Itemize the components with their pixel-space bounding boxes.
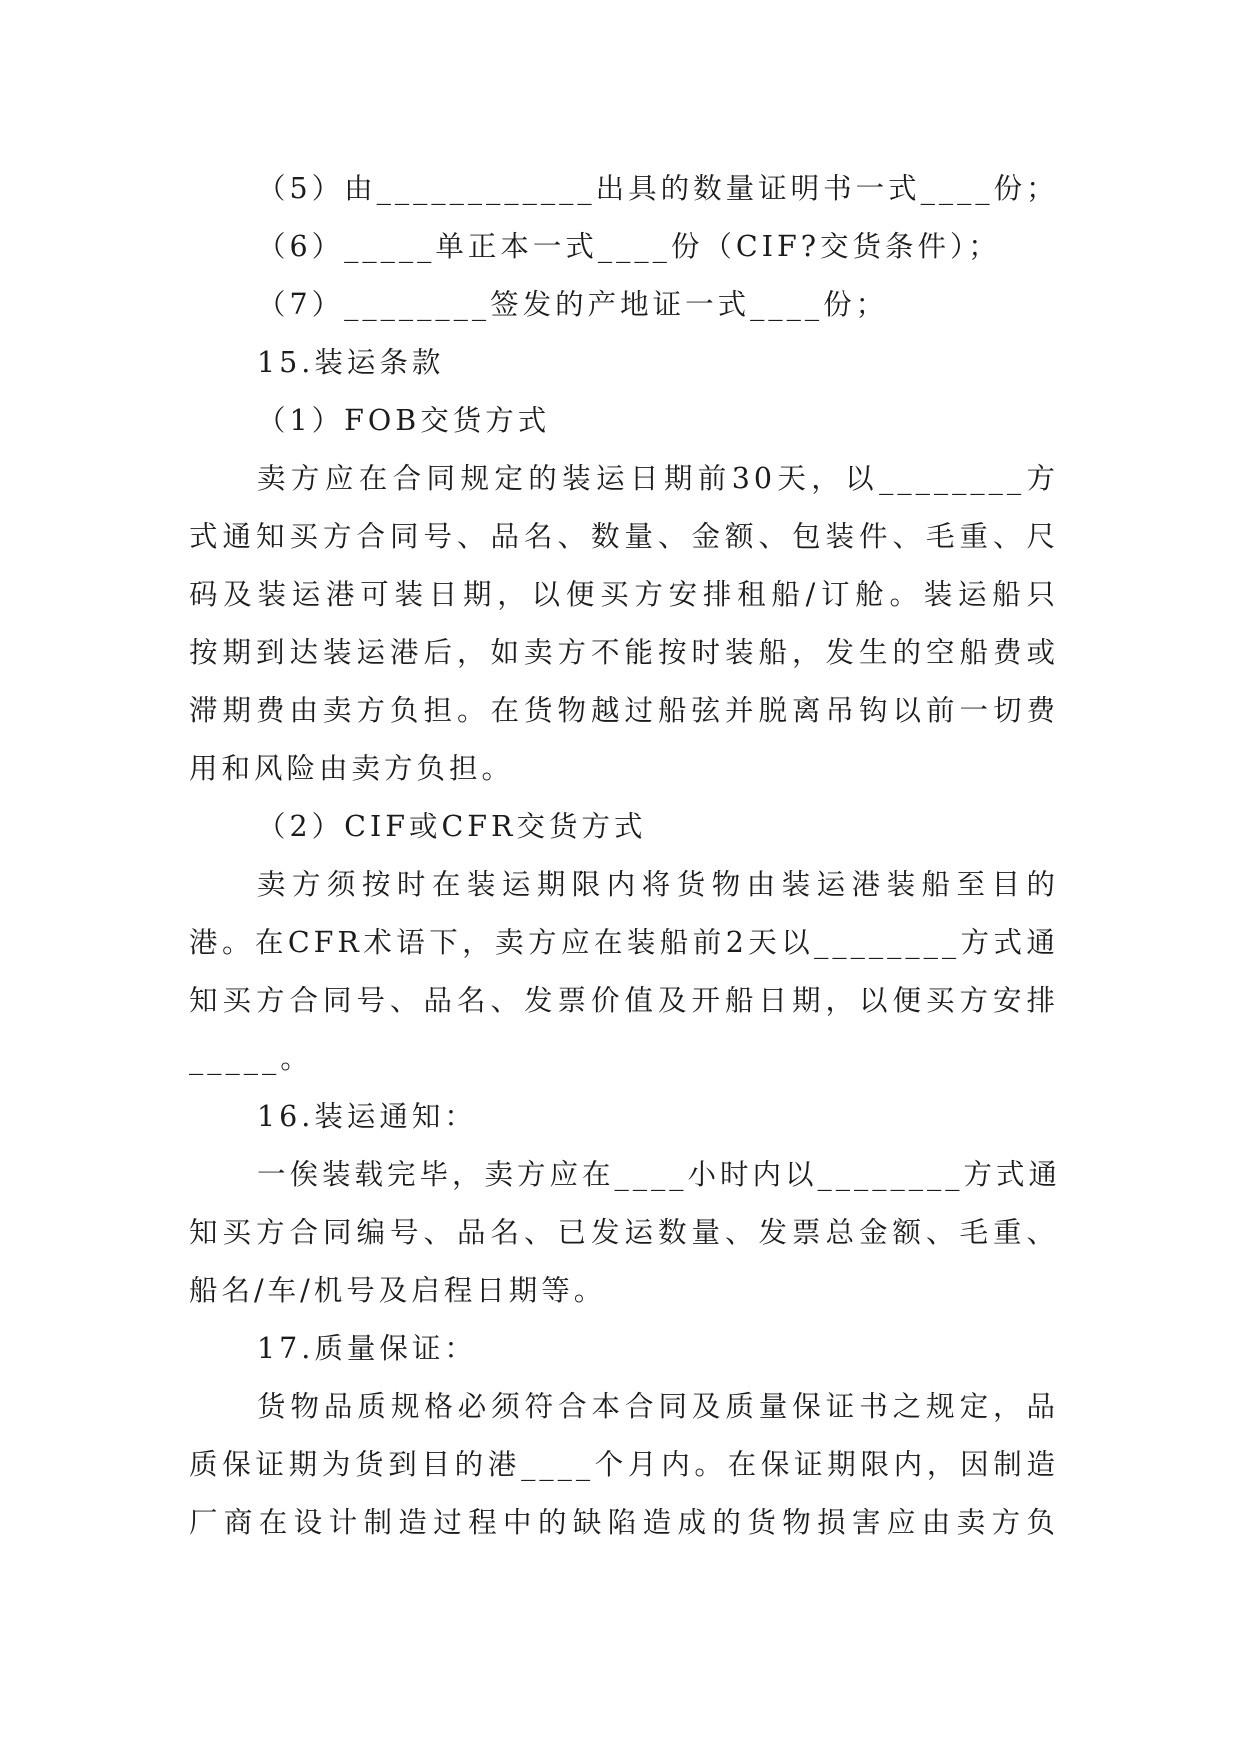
section-heading: 16.装运通知：: [257, 1100, 477, 1133]
subsection-heading: （2）CIF或CFR交货方式: [257, 810, 647, 843]
section-heading: 15.装运条款: [257, 346, 445, 379]
text-line: （7）________签发的产地证一式____份；: [257, 288, 889, 321]
document-body: [189, 160, 1062, 1552]
text-line: （5）由____________出具的数量证明书一式____份；: [257, 172, 1059, 205]
text-line: 码及装运港可装日期，以便买方安排租船/订舱。装运船只: [189, 578, 1059, 611]
subsection-heading: （1）FOB交货方式: [257, 404, 551, 437]
text-line: 一俟装载完毕，卖方应在____小时内以________方式通: [257, 1158, 1062, 1191]
text-line: 货物品质规格必须符合本合同及质量保证书之规定，品: [257, 1390, 1059, 1423]
text-line: 用和风险由卖方负担。: [189, 752, 515, 785]
text-line: （6）_____单正本一式____份（CIF?交货条件）；: [257, 230, 1001, 263]
text-line: 船名/车/机号及启程日期等。: [189, 1274, 607, 1307]
text-line: _____。: [189, 1042, 313, 1075]
text-line: 滞期费由卖方负担。在货物越过船弦并脱离吊钩以前一切费: [189, 694, 1059, 727]
text-line: 港。在CFR术语下，卖方应在装船前2天以________方式通: [189, 926, 1059, 959]
text-line: 质保证期为货到目的港____个月内。在保证期限内，因制造: [189, 1448, 1059, 1481]
text-line: 厂商在设计制造过程中的缺陷造成的货物损害应由卖方负: [189, 1506, 1059, 1539]
section-heading: 17.质量保证：: [257, 1332, 477, 1365]
text-line: 式通知买方合同号、品名、数量、金额、包装件、毛重、尺: [189, 520, 1059, 553]
text-line: 卖方应在合同规定的装运日期前30天，以________方: [257, 462, 1059, 495]
text-line: 知买方合同编号、品名、已发运数量、发票总金额、毛重、: [189, 1216, 1059, 1249]
text-line: 按期到达装运港后，如卖方不能按时装船，发生的空船费或: [189, 636, 1059, 669]
text-line: 卖方须按时在装运期限内将货物由装运港装船至目的: [257, 868, 1059, 901]
text-line: 知买方合同号、品名、发票价值及开船日期，以便买方安排: [189, 984, 1059, 1017]
